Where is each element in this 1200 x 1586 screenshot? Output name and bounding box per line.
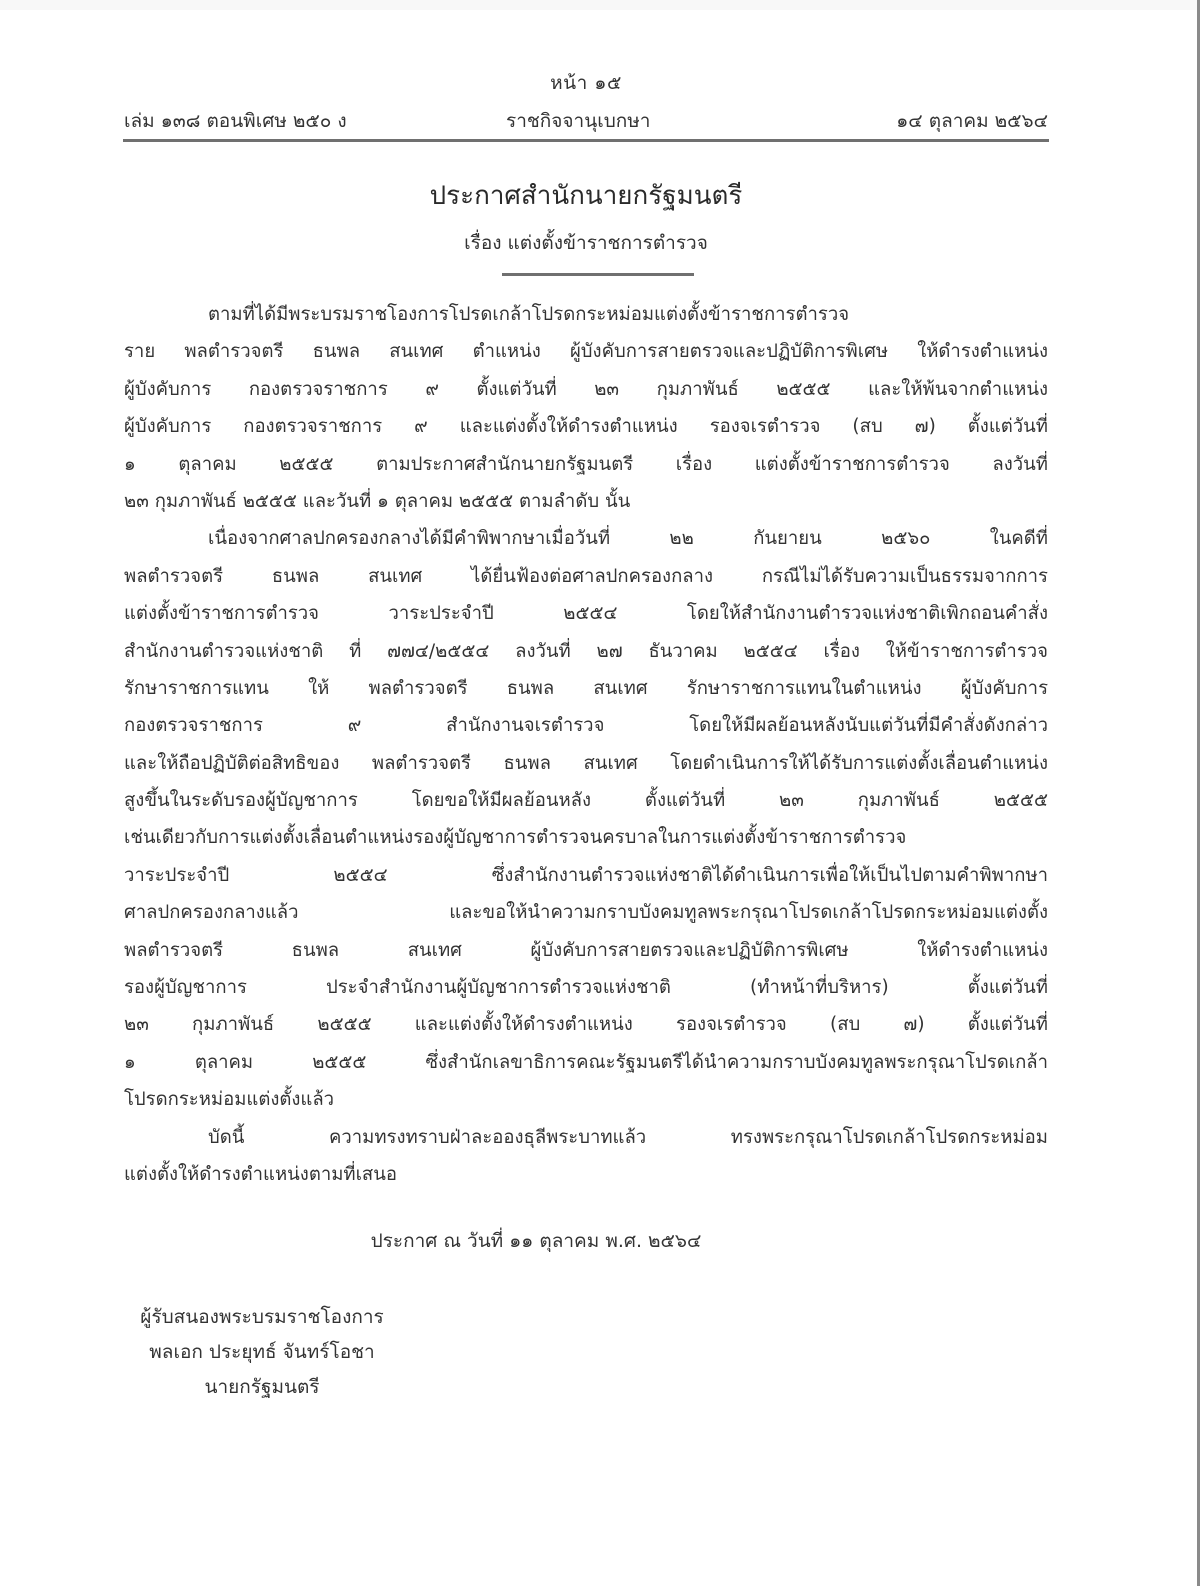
body-line: เนื่องจากศาลปกครองกลางได้มีคำพิพากษาเมื่อวันที่ ๒๒ กันยายน ๒๕๖๐ ในคดีที่ <box>208 528 1048 550</box>
signatory-position: นายกรัฐมนตรี <box>204 1376 320 1398</box>
body-line: ผู้บังคับการ กองตรวจราชการ ๙ และแต่งตั้งให้ดำรงตำแหน่ง รองจเรตำรวจ (สบ ๗) ตั้งแต่วันที่ <box>124 416 1048 438</box>
body-line: โปรดกระหม่อมแต่งตั้งแล้ว <box>124 1089 335 1111</box>
page-number: หน้า ๑๕ <box>550 72 622 94</box>
body-line: สูงขึ้นในระดับรองผู้บัญชาการ โดยขอให้มีผลย้อนหลัง ตั้งแต่วันที่ ๒๓ กุมภาพันธ์ ๒๕๕๕ <box>124 790 1048 812</box>
body-line: วาระประจำปี ๒๕๕๔ ซึ่งสำนักงานตำรวจแห่งชาติได้ดำเนินการเพื่อให้เป็นไปตามคำพิพากษา <box>124 864 1048 886</box>
body-line: และให้ถือปฏิบัติต่อสิทธิของ พลตำรวจตรี ธนพล สนเทศ โดยดำเนินการให้ได้รับการแต่งตั้งเลื่อนตำแหน่ง <box>124 752 1048 774</box>
body-line: ๒๓ กุมภาพันธ์ ๒๕๕๕ และวันที่ ๑ ตุลาคม ๒๕๕๕ ตามลำดับ นั้น <box>124 490 631 512</box>
body-line: รักษาราชการแทน ให้ พลตำรวจตรี ธนพล สนเทศ รักษาราชการแทนในตำแหน่ง ผู้บังคับการ <box>124 677 1048 699</box>
signature-role: ผู้รับสนองพระบรมราชโองการ <box>140 1306 384 1328</box>
document-title: ประกาศสำนักนายกรัฐมนตรี <box>429 181 743 211</box>
volume-issue: เล่ม ๑๓๘ ตอนพิเศษ ๒๕๐ ง <box>124 110 347 132</box>
gazette-header <box>124 106 1048 136</box>
body-line: กองตรวจราชการ ๙ สำนักงานจเรตำรวจ โดยให้มีผลย้อนหลังนับแต่วันที่มีคำสั่งดังกล่าว <box>124 715 1048 737</box>
announcement-date: ประกาศ ณ วันที่ ๑๑ ตุลาคม พ.ศ. ๒๕๖๔ <box>370 1230 702 1252</box>
body-line: พลตำรวจตรี ธนพล สนเทศ ได้ยื่นฟ้องต่อศาลปกครองกลาง กรณีไม่ได้รับความเป็นธรรมจากการ <box>124 565 1048 587</box>
document-subject: เรื่อง แต่งตั้งข้าราชการตำรวจ <box>464 232 708 254</box>
body-line: พลตำรวจตรี ธนพล สนเทศ ผู้บังคับการสายตรวจและปฏิบัติการพิเศษ ให้ดำรงตำแหน่ง <box>124 939 1048 961</box>
body-line: แต่งตั้งข้าราชการตำรวจ วาระประจำปี ๒๕๕๔ โดยให้สำนักงานตำรวจแห่งชาติเพิกถอนคำสั่ง <box>124 603 1048 625</box>
publication-date: ๑๔ ตุลาคม ๒๕๖๔ <box>896 110 1048 132</box>
body-line: ๒๓ กุมภาพันธ์ ๒๕๕๕ และแต่งตั้งให้ดำรงตำแหน่ง รองจเรตำรวจ (สบ ๗) ตั้งแต่วันที่ <box>124 1014 1048 1036</box>
body-line: สำนักงานตำรวจแห่งชาติ ที่ ๗๗๔/๒๕๕๔ ลงวันที่ ๒๗ ธันวาคม ๒๕๕๔ เรื่อง ให้ข้าราชการตำรวจ <box>124 640 1048 662</box>
document-body <box>124 296 1048 1193</box>
body-line: รองผู้บัญชาการ ประจำสำนักงานผู้บัญชาการตำรวจแห่งชาติ (ทำหน้าที่บริหาร) ตั้งแต่วันที่ <box>124 977 1048 999</box>
body-line: ศาลปกครองกลางแล้ว และขอให้นำความกราบบังคมทูลพระกรุณาโปรดเกล้าโปรดกระหม่อมแต่งตั้ง <box>124 902 1048 924</box>
signatory-name: พลเอก ประยุทธ์ จันทร์โอชา <box>149 1341 375 1363</box>
body-line: ราย พลตำรวจตรี ธนพล สนเทศ ตำแหน่ง ผู้บังคับการสายตรวจและปฏิบัติการพิเศษ ให้ดำรงตำแหน่ง <box>124 341 1048 363</box>
body-line: ผู้บังคับการ กองตรวจราชการ ๙ ตั้งแต่วันที่ ๒๓ กุมภาพันธ์ ๒๕๕๕ และให้พ้นจากตำแหน่ง <box>124 378 1048 400</box>
signature-block <box>112 1300 412 1405</box>
body-line: บัดนี้ ความทรงทราบฝ่าละอองธุลีพระบาทแล้ว ทรงพระกรุณาโปรดเกล้าโปรดกระหม่อม <box>208 1126 1048 1148</box>
body-line: แต่งตั้งให้ดำรงตำแหน่งตามที่เสนอ <box>124 1163 397 1185</box>
body-line: ๑ ตุลาคม ๒๕๕๕ ซึ่งสำนักเลขาธิการคณะรัฐมนตรีได้นำความกราบบังคมทูลพระกรุณาโปรดเกล้า <box>124 1051 1048 1073</box>
header-divider <box>123 139 1049 142</box>
body-line: เช่นเดียวกับการแต่งตั้งเลื่อนตำแหน่งรองผู้บัญชาการตำรวจนครบาลในการแต่งตั้งข้าราชการตำรวจ <box>124 827 907 849</box>
body-line: ตามที่ได้มีพระบรมราชโองการโปรดเกล้าโปรดกระหม่อมแต่งตั้งข้าราชการตำรวจ <box>208 304 850 325</box>
gazette-name: ราชกิจจานุเบกษา <box>506 110 651 132</box>
body-line: ๑ ตุลาคม ๒๕๕๕ ตามประกาศสำนักนายกรัฐมนตรี เรื่อง แต่งตั้งข้าราชการตำรวจ ลงวันที่ <box>124 453 1048 475</box>
title-divider <box>502 273 694 276</box>
page-top-strip <box>0 0 1197 10</box>
